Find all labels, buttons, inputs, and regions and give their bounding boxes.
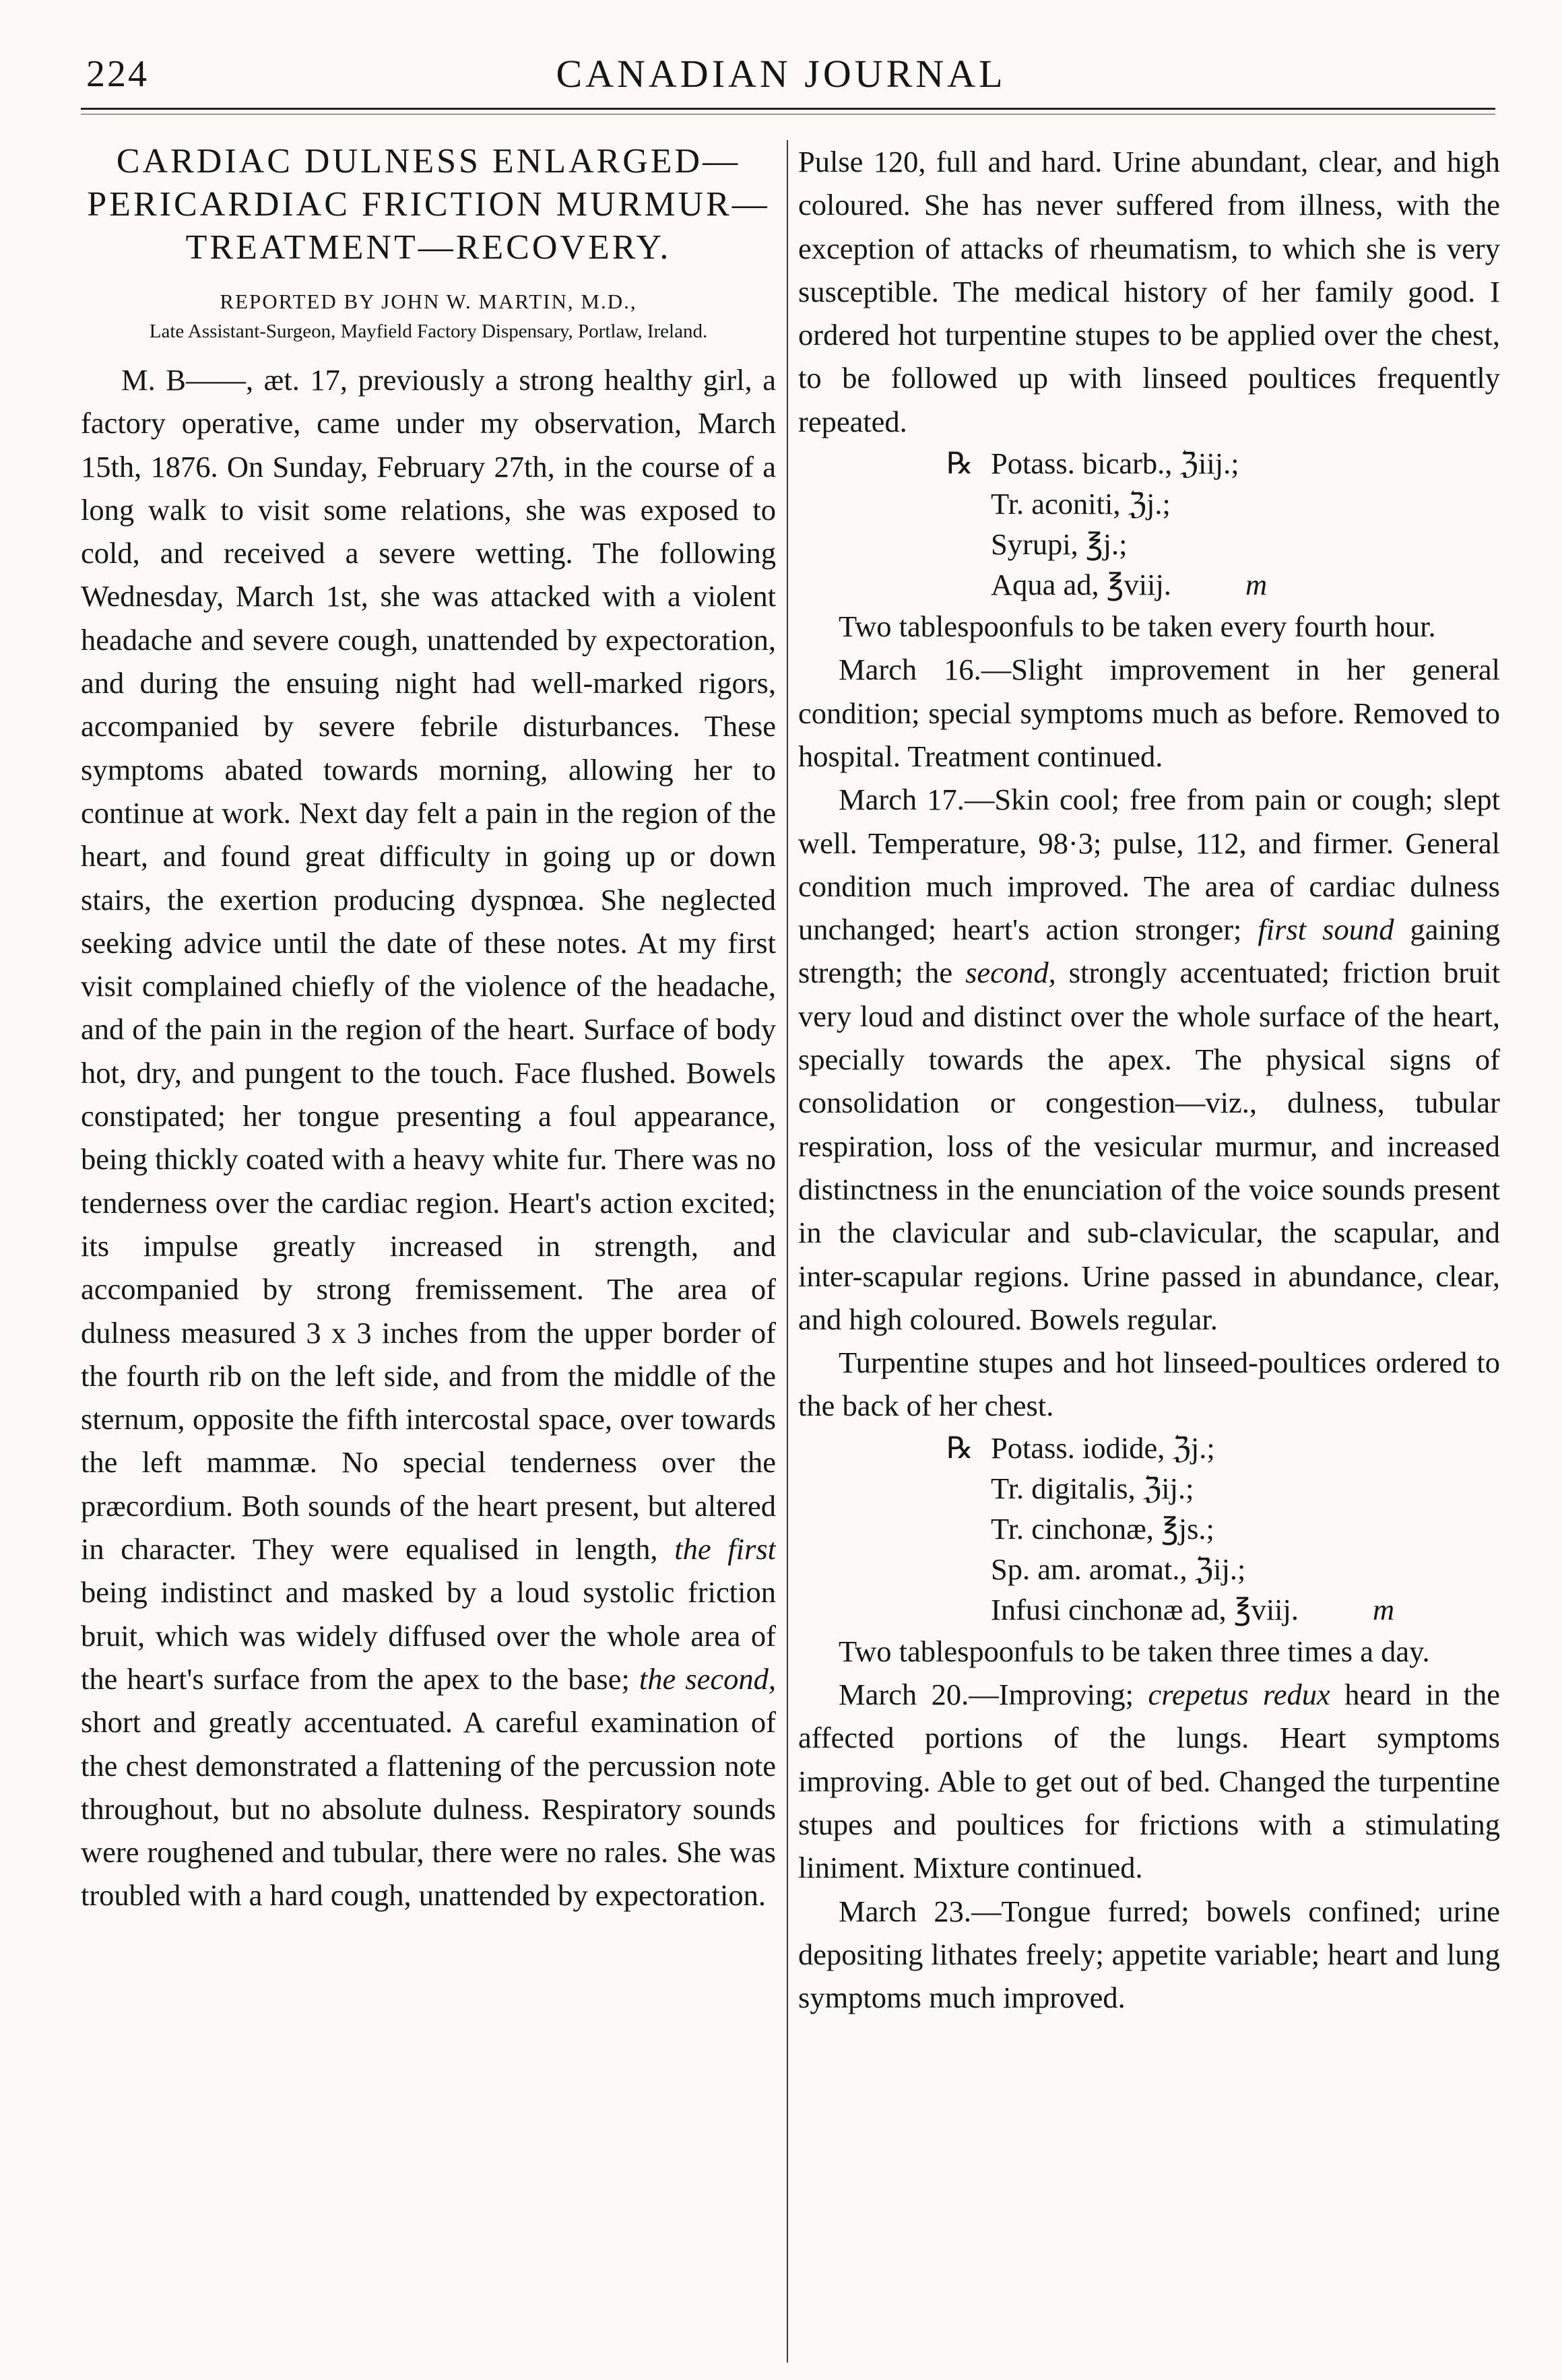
dosage-paragraph: Two tablespoonfuls to be taken three times a day.: [839, 1634, 1430, 1668]
prescription-line: Tr. cinchonæ, ℥js.;: [991, 1511, 1214, 1546]
page-header: [0, 40, 1562, 114]
running-title: CANADIAN JOURNAL: [556, 52, 1006, 96]
left-column: [81, 140, 776, 2362]
prescription-line: Sp. am. aromat., ℨij.;: [991, 1552, 1246, 1586]
march-20-note: [798, 1673, 1500, 1889]
case-history-paragraph: [81, 358, 776, 1917]
italic-term: first sound: [1258, 913, 1394, 947]
examination-paragraph: Pulse 120, full and hard. Urine abundant, clear, and high coloured. She has never suffered from illness, with the exception of attacks of rheumatism, to which she is very susceptible. The medical history of her family good. I ordered hot turpentine stupes to be applied over the chest, to be followed up with linseed poultices frequently repeated.: [798, 145, 1500, 438]
right-column: [798, 140, 1500, 2362]
prescription-signa: m: [1373, 1592, 1395, 1626]
prescription-line: Tr. digitalis, ℨij.;: [991, 1471, 1194, 1505]
prescription-line: Syrupi, ℥j.;: [991, 527, 1128, 562]
recipe-symbol: ℞: [946, 447, 973, 481]
prescription-line: Potass. bicarb., ℨiij.;: [991, 447, 1239, 481]
italic-term: second,: [965, 956, 1056, 990]
paragraph-text: March 17.—Skin cool; free from pain or cough; slept well. Temperature, 98·3; pulse, 112, and firmer. General condition much improved. The area of cardiac dulness unchanged; heart's action stronger;: [798, 783, 1500, 947]
prescription-line: Potass. iodide, ℨj.;: [991, 1430, 1215, 1465]
author-affiliation: Late Assistant-Surgeon, Mayfield Factory Dispensary, Portlaw, Ireland.: [149, 321, 708, 342]
prescription-line: Infusi cinchonæ ad, ℥viij.: [991, 1592, 1299, 1626]
column-divider: [787, 140, 788, 2362]
paragraph-text: gaining strength; the: [798, 913, 1500, 990]
paragraph-text: short and greatly accentuated. A careful examination of the chest demonstrated a flattening of the percussion note throughout, but no absolute dulness. Respiratory sounds were roughened and tubular, there were no rales. She was troubled with a hard cough, unattended by expectoration.: [81, 1705, 776, 1913]
recipe-symbol: ℞: [946, 1430, 973, 1465]
paragraph-text: being indistinct and masked by a loud systolic friction bruit, which was widely diffused over the whole area of the heart's surface from the apex to the base;: [81, 1575, 776, 1696]
prescription-2: [798, 1428, 1500, 1630]
paragraph-text: March 20.—Improving;: [839, 1678, 1148, 1712]
paragraph-text: heard in the affected portions of the lungs. Heart symptoms improving. Able to get out of bed. Changed the turpentine stupes and poultices for frictions with a stimulating liniment. Mixture continued.: [798, 1678, 1500, 1885]
paragraph-text: M. B——, æt. 17, previously a strong healthy girl, a factory operative, came under my observation, March 15th, 1876. On Sunday, February 27th, in the course of a long walk to visit some relations, she was exposed to cold, and received a severe wetting. The following Wednesday, March 1st, she was attacked with a violent headache and severe cough, unattended by expectoration, and during the ensuing night had well-marked rigors, accompanied by severe febrile disturbances. These symptoms abated towards morning, allowing her to continue at work. Next day felt a pain in the region of the heart, and found great difficulty in going up or down stairs, the exertion producing dyspnœa. She neglected seeking advice until the date of these notes. At my first visit complained chiefly of the violence of the headache, and of the pain in the region of the heart. Surface of body hot, dry, and pungent to the touch. Face flushed. Bowels constipated; her tongue presenting a foul appearance, being thickly coated with a heavy white fur. There was no tenderness over the cardiac region. Heart's action excited; its impulse greatly increased in strength, and accompanied by strong fremissement. The area of dulness measured 3 x 3 inches from the upper border of the fourth rib on the left side, and from the middle of the sternum, opposite the fifth intercostal space, over towards the left mammæ. No special tenderness over the præcordium. Both sounds of the heart present, but altered in character. They were equalised in length,: [81, 363, 776, 1566]
prescription-1: [798, 443, 1500, 605]
paragraph-text: strongly accentuated; friction bruit very loud and distinct over the whole surface of the heart, specially towards the apex. The physical signs of consolidation or congestion—viz., dulness, tubular respiration, loss of the vesicular murmur, and increased distinctness in the enunciation of the voice sounds present in the clavicular and sub-clavicular, the scapular, and inter-scapular regions. Urine passed in abundance, clear, and high coloured. Bowels regular.: [798, 956, 1500, 1336]
page-number: 224: [86, 53, 149, 95]
march-17-note: [798, 778, 1500, 1341]
march-16-note: March 16.—Slight improvement in her general condition; special symptoms much as before. Removed to hospital. Treatment continued.: [798, 653, 1500, 773]
treatment-paragraph: Turpentine stupes and hot linseed-poultices ordered to the back of her chest.: [798, 1346, 1500, 1423]
article-byline: REPORTED BY JOHN W. MARTIN, M.D.,: [220, 290, 637, 313]
italic-term: the first: [674, 1532, 776, 1566]
italic-term: the second,: [639, 1661, 776, 1696]
prescription-line: Tr. aconiti, ℨj.;: [991, 487, 1171, 521]
march-23-note: March 23.—Tongue furred; bowels confined; urine depositing lithates freely; appetite variable; heart and lung symptoms much improved.: [798, 1894, 1500, 2015]
italic-term: crepetus redux: [1148, 1678, 1330, 1712]
dosage-paragraph: Two tablespoonfuls to be taken every fourth hour.: [839, 609, 1436, 644]
article-title: CARDIAC DULNESS ENLARGED—PERICARDIAC FRICTION MURMUR—TREATMENT—RECOVERY.: [87, 142, 770, 267]
prescription-line: Aqua ad, ℥viij.: [991, 568, 1171, 602]
prescription-signa: m: [1245, 568, 1268, 602]
header-rule: [81, 108, 1495, 114]
